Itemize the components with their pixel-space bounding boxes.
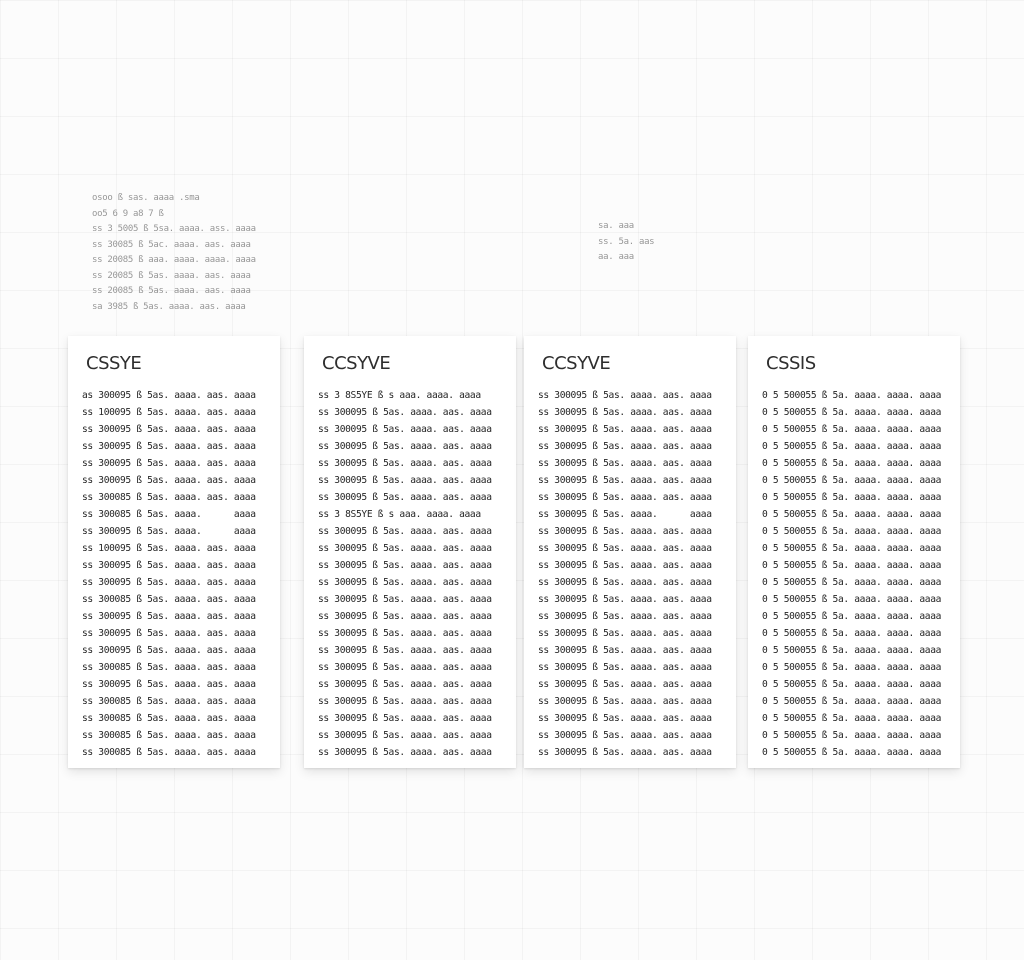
sheet-row: ss 300085 ß 5as. aaaa. aas. aaaa (82, 662, 256, 673)
sheet-title: CSSIS (766, 353, 816, 374)
sheet-row: ss 300095 ß 5as. aaaa. aas. aaaa (538, 747, 712, 758)
document-sheet-2 (304, 336, 516, 768)
sheet-row: ss 300095 ß 5as. aaaa. aas. aaaa (82, 441, 256, 452)
sheet-row: ss 300095 ß 5as. aaaa. aas. aaaa (538, 645, 712, 656)
sheet-title: CSSYE (86, 353, 142, 374)
sheet-row-list (538, 387, 728, 761)
sheet-row: 0 5 500055 ß 5a. aaaa. aaaa. aaaa (762, 730, 942, 741)
sheet-row: ss 300095 ß 5as. aaaa. aas. aaaa (538, 611, 712, 622)
sheet-row: ss 300095 ß 5as. aaaa. aas. aaaa (82, 560, 256, 571)
sheet-row: ss 300095 ß 5as. aaaa. aas. aaaa (82, 424, 256, 435)
sheet-row: ss 300095 ß 5as. aaaa. aas. aaaa (318, 526, 492, 537)
faded-text-line: ss 3 5005 ß 5sa. aaaa. ass. aaaa (92, 224, 256, 234)
faded-text-line: sa. aaa (598, 221, 634, 231)
sheet-row: 0 5 500055 ß 5a. aaaa. aaaa. aaaa (762, 526, 942, 537)
sheet-row: 0 5 500055 ß 5a. aaaa. aaaa. aaaa (762, 424, 942, 435)
sheet-row: 0 5 500055 ß 5a. aaaa. aaaa. aaaa (762, 645, 942, 656)
sheet-row: ss 300095 ß 5as. aaaa. aas. aaaa (538, 594, 712, 605)
faded-text-line: aa. aaa (598, 252, 634, 262)
sheet-row: ss 300095 ß 5as. aaaa. aas. aaaa (538, 526, 712, 537)
faded-text-line: ss 20085 ß 5as. aaaa. aas. aaaa (92, 270, 251, 281)
sheet-row: 0 5 500055 ß 5a. aaaa. aaaa. aaaa (762, 475, 942, 486)
faded-text-line: ss. 5a. aas (598, 236, 655, 247)
sheet-row: ss 300095 ß 5as. aaaa. aas. aaaa (318, 628, 492, 639)
sheet-row: ss 300095 ß 5as. aaaa. aas. aaaa (318, 730, 492, 741)
sheet-row: ss 300095 ß 5as. aaaa. aas. aaaa (538, 696, 712, 707)
sheet-row: ss 300095 ß 5as. aaaa. aas. aaaa (318, 611, 492, 622)
sheet-row: ss 300095 ß 5as. aaaa. aas. aaaa (538, 543, 712, 554)
sheet-row: ss 300095 ß 5as. aaaa. aas. aaaa (318, 492, 492, 503)
sheet-row: ss 300095 ß 5as. aaaa. aas. aaaa (538, 407, 712, 418)
sheet-row-list (82, 387, 272, 761)
sheet-row: 0 5 500055 ß 5a. aaaa. aaaa. aaaa (762, 747, 942, 758)
sheet-row: ss 300085 ß 5as. aaaa. aas. aaaa (82, 696, 256, 707)
sheet-row: ss 300095 ß 5as. aaaa. aaaa (82, 526, 256, 537)
sheet-row: ss 300095 ß 5as. aaaa. aas. aaaa (538, 560, 712, 571)
sheet-row: 0 5 500055 ß 5a. aaaa. aaaa. aaaa (762, 662, 942, 673)
sheet-row: ss 300095 ß 5as. aaaa. aas. aaaa (318, 543, 492, 554)
sheet-row-list (762, 387, 952, 761)
sheet-row: ss 300095 ß 5as. aaaa. aas. aaaa (318, 424, 492, 435)
sheet-row: ss 300095 ß 5as. aaaa. aas. aaaa (318, 560, 492, 571)
sheet-row: 0 5 500055 ß 5a. aaaa. aaaa. aaaa (762, 560, 942, 571)
sheet-row: ss 300095 ß 5as. aaaa. aas. aaaa (538, 441, 712, 452)
faded-text-line: oo5 6 9 a8 7 ß (92, 208, 164, 219)
document-sheet-1 (68, 336, 280, 768)
sheet-row: ss 300095 ß 5as. aaaa. aas. aaaa (538, 713, 712, 724)
sheet-row: 0 5 500055 ß 5a. aaaa. aaaa. aaaa (762, 594, 942, 605)
sheet-row: 0 5 500055 ß 5a. aaaa. aaaa. aaaa (762, 390, 942, 401)
sheet-row: ss 300095 ß 5as. aaaa. aas. aaaa (538, 730, 712, 741)
sheet-row: as 300095 ß 5as. aaaa. aas. aaaa (82, 390, 256, 401)
faded-text-line: ss 20085 ß aaa. aaaa. aaaa. aaaa (92, 255, 256, 265)
sheet-row: 0 5 500055 ß 5a. aaaa. aaaa. aaaa (762, 509, 942, 520)
sheet-row: ss 100095 ß 5as. aaaa. aas. aaaa (82, 407, 256, 418)
faded-text-line: osoo ß sas. aaaa .sma (92, 193, 200, 203)
faded-text-line: sa 3985 ß 5as. aaaa. aas. aaaa (92, 301, 246, 312)
sheet-row: ss 300095 ß 5as. aaaa. aaaa (538, 509, 712, 520)
sheet-row: ss 300095 ß 5as. aaaa. aas. aaaa (318, 747, 492, 758)
sheet-row: 0 5 500055 ß 5a. aaaa. aaaa. aaaa (762, 696, 942, 707)
sheet-row: 0 5 500055 ß 5a. aaaa. aaaa. aaaa (762, 492, 942, 503)
sheet-row: ss 300095 ß 5as. aaaa. aas. aaaa (82, 628, 256, 639)
sheet-row: ss 300085 ß 5as. aaaa. aas. aaaa (82, 492, 256, 503)
sheet-row: ss 300095 ß 5as. aaaa. aas. aaaa (318, 662, 492, 673)
sheet-row: ss 300085 ß 5as. aaaa. aaaa (82, 509, 256, 520)
sheet-row: ss 300085 ß 5as. aaaa. aas. aaaa (82, 730, 256, 741)
sheet-row: ss 300095 ß 5as. aaaa. aas. aaaa (538, 458, 712, 469)
sheet-row: ss 3 8S5YE ß s aaa. aaaa. aaaa (318, 390, 481, 401)
sheet-row: 0 5 500055 ß 5a. aaaa. aaaa. aaaa (762, 713, 942, 724)
sheet-row: ss 300095 ß 5as. aaaa. aas. aaaa (82, 458, 256, 469)
faded-text-block-left (92, 191, 256, 315)
sheet-row: ss 300095 ß 5as. aaaa. aas. aaaa (538, 662, 712, 673)
sheet-row: ss 300095 ß 5as. aaaa. aas. aaaa (82, 645, 256, 656)
sheet-title: CCSYVE (322, 353, 391, 374)
sheet-row: 0 5 500055 ß 5a. aaaa. aaaa. aaaa (762, 679, 942, 690)
sheet-title: CCSYVE (542, 353, 611, 374)
sheet-row: ss 300095 ß 5as. aaaa. aas. aaaa (82, 577, 256, 588)
sheet-row: ss 300085 ß 5as. aaaa. aas. aaaa (82, 747, 256, 758)
sheet-row: ss 300085 ß 5as. aaaa. aas. aaaa (82, 713, 256, 724)
sheet-row: ss 3 8S5YE ß s aaa. aaaa. aaaa (318, 509, 481, 520)
sheet-row: ss 300095 ß 5as. aaaa. aas. aaaa (318, 696, 492, 707)
sheet-row: ss 300095 ß 5as. aaaa. aas. aaaa (538, 628, 712, 639)
faded-text-line: ss 30085 ß 5ac. aaaa. aas. aaaa (92, 239, 251, 250)
sheet-row: ss 300095 ß 5as. aaaa. aas. aaaa (82, 679, 256, 690)
sheet-row: ss 300095 ß 5as. aaaa. aas. aaaa (538, 424, 712, 435)
sheet-row: 0 5 500055 ß 5a. aaaa. aaaa. aaaa (762, 543, 942, 554)
sheet-row: ss 300095 ß 5as. aaaa. aas. aaaa (318, 713, 492, 724)
sheet-row: ss 300095 ß 5as. aaaa. aas. aaaa (318, 645, 492, 656)
sheet-row: ss 300095 ß 5as. aaaa. aas. aaaa (318, 441, 492, 452)
sheet-row: 0 5 500055 ß 5a. aaaa. aaaa. aaaa (762, 407, 942, 418)
sheet-row: ss 300095 ß 5as. aaaa. aas. aaaa (318, 475, 492, 486)
sheet-row: ss 300095 ß 5as. aaaa. aas. aaaa (82, 611, 256, 622)
sheet-row: ss 300095 ß 5as. aaaa. aas. aaaa (318, 594, 492, 605)
sheet-row: ss 300095 ß 5as. aaaa. aas. aaaa (538, 492, 712, 503)
sheet-row: ss 300085 ß 5as. aaaa. aas. aaaa (82, 594, 256, 605)
sheet-row: ss 300095 ß 5as. aaaa. aas. aaaa (318, 679, 492, 690)
document-sheet-4 (748, 336, 960, 768)
faded-text-line: ss 20085 ß 5as. aaaa. aas. aaaa (92, 286, 251, 296)
sheet-row: 0 5 500055 ß 5a. aaaa. aaaa. aaaa (762, 628, 942, 639)
sheet-row: ss 300095 ß 5as. aaaa. aas. aaaa (82, 475, 256, 486)
sheet-row: ss 300095 ß 5as. aaaa. aas. aaaa (538, 390, 712, 401)
faded-text-block-right (598, 219, 654, 266)
sheet-row: ss 300095 ß 5as. aaaa. aas. aaaa (538, 679, 712, 690)
sheet-row: 0 5 500055 ß 5a. aaaa. aaaa. aaaa (762, 577, 942, 588)
sheet-row: ss 300095 ß 5as. aaaa. aas. aaaa (538, 475, 712, 486)
sheet-row: ss 100095 ß 5as. aaaa. aas. aaaa (82, 543, 256, 554)
sheet-row: ss 300095 ß 5as. aaaa. aas. aaaa (318, 458, 492, 469)
sheet-row: ss 300095 ß 5as. aaaa. aas. aaaa (318, 407, 492, 418)
sheet-row: 0 5 500055 ß 5a. aaaa. aaaa. aaaa (762, 458, 942, 469)
sheet-row: 0 5 500055 ß 5a. aaaa. aaaa. aaaa (762, 611, 942, 622)
document-sheet-3 (524, 336, 736, 768)
sheet-row: ss 300095 ß 5as. aaaa. aas. aaaa (538, 577, 712, 588)
sheet-row-list (318, 387, 508, 761)
sheet-row: 0 5 500055 ß 5a. aaaa. aaaa. aaaa (762, 441, 942, 452)
sheet-row: ss 300095 ß 5as. aaaa. aas. aaaa (318, 577, 492, 588)
